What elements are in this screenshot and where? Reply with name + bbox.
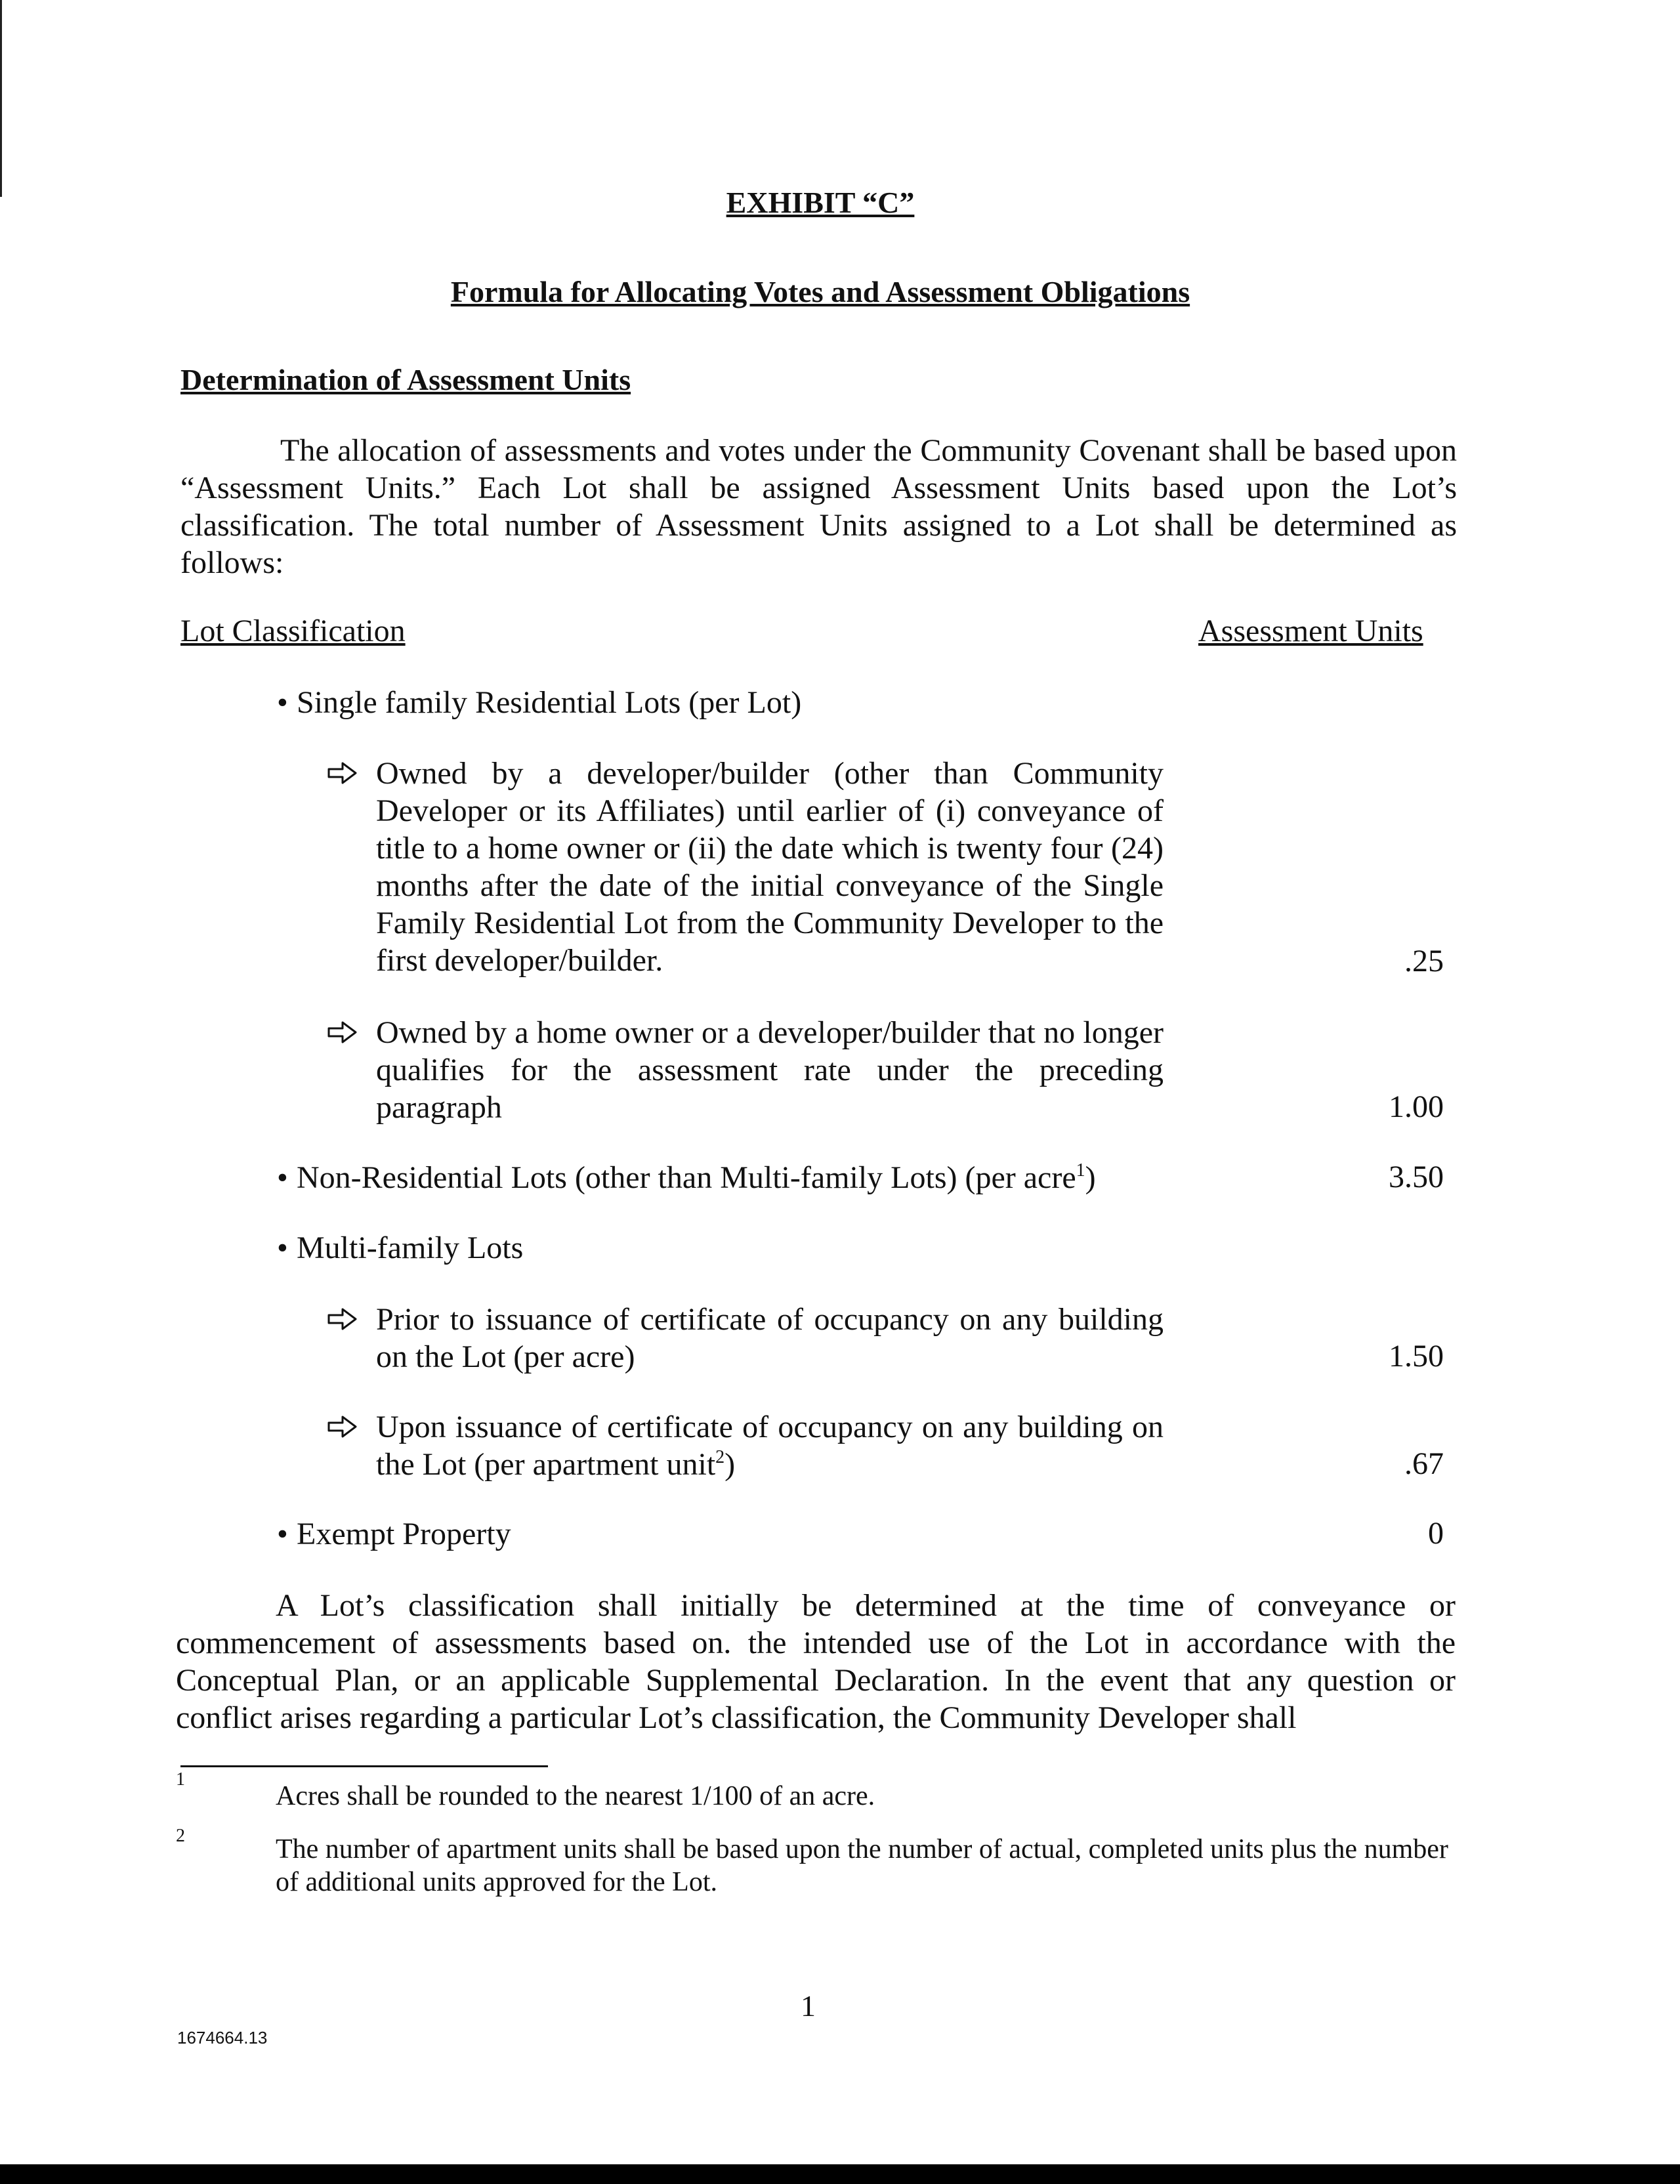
page-number: 1 (801, 1989, 816, 2023)
value-exempt: 0 (1428, 1516, 1444, 1551)
sub-item-text: Prior to issuance of certificate of occupancy on any building on the Lot (per acre) (376, 1302, 1164, 1374)
value-home-owner: 1.00 (1389, 1089, 1444, 1124)
sub-item-text-main: Upon issuance of certificate of occupancy on any building on the Lot (per apartment unit (376, 1410, 1164, 1482)
multi-family-label: Multi-family Lots (297, 1230, 524, 1265)
footnote-divider (180, 1765, 548, 1767)
footnote-ref-1: 1 (1076, 1160, 1085, 1181)
footnote-text-1: Acres shall be rounded to the nearest 1/100 of an acre. (276, 1781, 875, 1811)
footnote-number-2: 2 (176, 1826, 185, 1846)
bullet-glyph: • (277, 1230, 288, 1265)
closing-paragraph: A Lot’s classification shall initially be determined at the time of conveyance or commencement of assessments based on. the intended use of the Lot in accordance with the Conceptual Plan, or an applicable Supplemental Declaration. In the event that any question or conflict arises regarding a particular Lot’s classification, the Community Developer shall (176, 1588, 1456, 1735)
value-prior-to-occupancy: 1.50 (1389, 1339, 1444, 1374)
scan-edge-bottom (0, 2164, 1680, 2184)
intro-paragraph: The allocation of assessments and votes under the Community Covenant shall be based upon “Assessment Units.” Each Lot shall be assigned Assessment Units based upon the Lot’s classification. The total number of Assessment Units assigned to a Lot shall be determined as follows: (180, 433, 1457, 580)
value-developer-owned: .25 (1404, 944, 1444, 978)
list-item-exempt (277, 1515, 511, 1553)
footnote-number-1: 1 (176, 1769, 185, 1790)
exhibit-title: EXHIBIT “C” (726, 186, 915, 219)
bullet-glyph: • (277, 1517, 288, 1551)
bullet-glyph: • (277, 1160, 288, 1195)
list-item-single-family (277, 684, 801, 721)
non-residential-label: Non-Residential Lots (other than Multi-family Lots) (per acre (297, 1160, 1076, 1195)
bullet-glyph: • (277, 685, 288, 720)
value-upon-occupancy: .67 (1404, 1446, 1444, 1481)
sub-item-text: Owned by a home owner or a developer/builder that no longer qualifies for the assessment rate under the preceding paragraph (376, 1015, 1164, 1125)
sub-item-text (376, 1408, 1164, 1483)
hollow-right-arrow-icon (327, 1301, 360, 1338)
sub-item-text-end: ) (724, 1447, 736, 1482)
footnote-text-2: The number of apartment units shall be based upon the number of actual, completed units plus the number of additional units approved for the Lot. (276, 1834, 1448, 1897)
footnote-ref-2: 2 (715, 1447, 725, 1467)
section-heading: Determination of Assessment Units (180, 363, 631, 396)
list-item-non-residential (277, 1159, 1096, 1196)
hollow-right-arrow-icon (327, 755, 360, 792)
column-header-assessment-units: Assessment Units (1198, 614, 1423, 648)
sub-item-text: Owned by a developer/builder (other than Community Developer or its Affiliates) until earlier of (i) conveyance of title to a home owner or (ii) the date which is twenty four (24) months after the date of the initial conveyance of the Single Family Residential Lot from the Community Developer to the first developer/builder. (376, 756, 1164, 978)
document-id: 1674664.13 (177, 2028, 268, 2048)
exhibit-subtitle: Formula for Allocating Votes and Assessment Obligations (450, 275, 1190, 308)
hollow-right-arrow-icon (327, 1408, 360, 1446)
label-end: ) (1085, 1160, 1096, 1195)
single-family-label: Single family Residential Lots (per Lot) (297, 685, 802, 720)
value-non-residential: 3.50 (1389, 1160, 1444, 1194)
list-item-multi-family (277, 1229, 523, 1267)
column-header-lot-classification: Lot Classification (180, 614, 406, 648)
scan-edge-left (0, 0, 2, 197)
hollow-right-arrow-icon (327, 1014, 360, 1051)
exempt-label: Exempt Property (297, 1517, 511, 1551)
